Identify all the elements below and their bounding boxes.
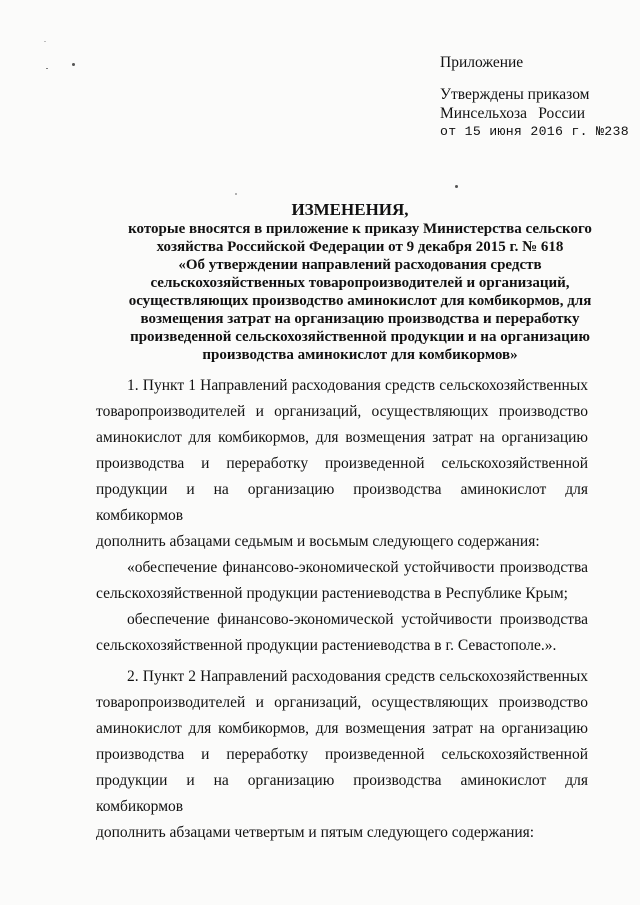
text-line: 2. Пункт 2 Направлений расходования средств сельскохозяйственных	[127, 668, 588, 685]
text-line: производства и переработку произведенной сельскохозяйственной	[96, 746, 588, 763]
scan-speck	[72, 63, 75, 66]
scan-speck	[46, 68, 48, 69]
paragraph-4	[96, 664, 588, 846]
text-line: 1. Пункт 1 Направлений расходования средств сельскохозяйственных	[127, 377, 588, 394]
text-line: дополнить абзацами четвертым и пятым следующего содержания:	[96, 824, 535, 841]
text-line: производства и переработку произведенной сельскохозяйственной	[96, 455, 588, 472]
text-line: продукции и на организацию производства аминокислот для комбикормов	[96, 481, 588, 524]
text-line: дополнить абзацами седьмым и восьмым следующего содержания:	[96, 533, 540, 550]
text-line: товаропроизводителей и организаций, осуществляющих производство	[96, 403, 588, 420]
text-line: товаропроизводителей и организаций, осуществляющих производство	[96, 694, 588, 711]
appendix-label: Приложение	[440, 54, 524, 71]
text-line: сельскохозяйственной продукции растениеводства в Республике Крым;	[96, 585, 568, 602]
text-line: аминокислот для комбикормов, для возмещения затрат на организацию	[96, 429, 588, 446]
text-line: продукции и на организацию производства аминокислот для комбикормов	[96, 772, 588, 815]
document-body	[96, 373, 588, 846]
text-line: аминокислот для комбикормов, для возмещения затрат на организацию	[96, 720, 588, 737]
document-title: ИЗМЕНЕНИЯ,	[291, 200, 409, 219]
scan-speck	[44, 41, 46, 42]
approval-date-number: от 15 июня 2016 г. №238	[440, 124, 629, 139]
subtitle-line: «Об утверждении направлений расходования средств	[178, 257, 542, 273]
paragraph-2	[96, 555, 588, 607]
subtitle-line: хозяйства Российской Федерации от 9 декабря 2015 г. № 618	[156, 239, 564, 255]
paragraph-1	[96, 373, 588, 555]
paragraph-3	[96, 607, 588, 659]
subtitle-line: сельскохозяйственных товаропроизводителей и организаций,	[150, 275, 570, 291]
subtitle-line: возмещения затрат на организацию производства и переработку	[140, 311, 580, 327]
approval-line-2: Минсельхоза России	[440, 104, 585, 122]
subtitle-line: производства аминокислот для комбикормов»	[202, 347, 518, 363]
approval-stamp	[440, 86, 629, 142]
text-line: обеспечение финансово-экономической устойчивости производства	[127, 611, 588, 628]
scan-speck	[455, 185, 458, 188]
text-line: «обеспечение финансово-экономической устойчивости производства	[127, 559, 588, 576]
subtitle-line: осуществляющих производство аминокислот для комбикормов, для	[128, 293, 592, 309]
approval-line-1: Утверждены приказом	[440, 86, 590, 103]
document-subtitle	[80, 220, 640, 364]
subtitle-line: которые вносятся в приложение к приказу Министерства сельского	[128, 221, 592, 237]
subtitle-line: произведенной сельскохозяйственной продукции и на организацию	[130, 329, 590, 345]
scan-speck	[235, 193, 237, 195]
text-line: сельскохозяйственной продукции растениеводства в г. Севастополе.».	[96, 637, 557, 654]
